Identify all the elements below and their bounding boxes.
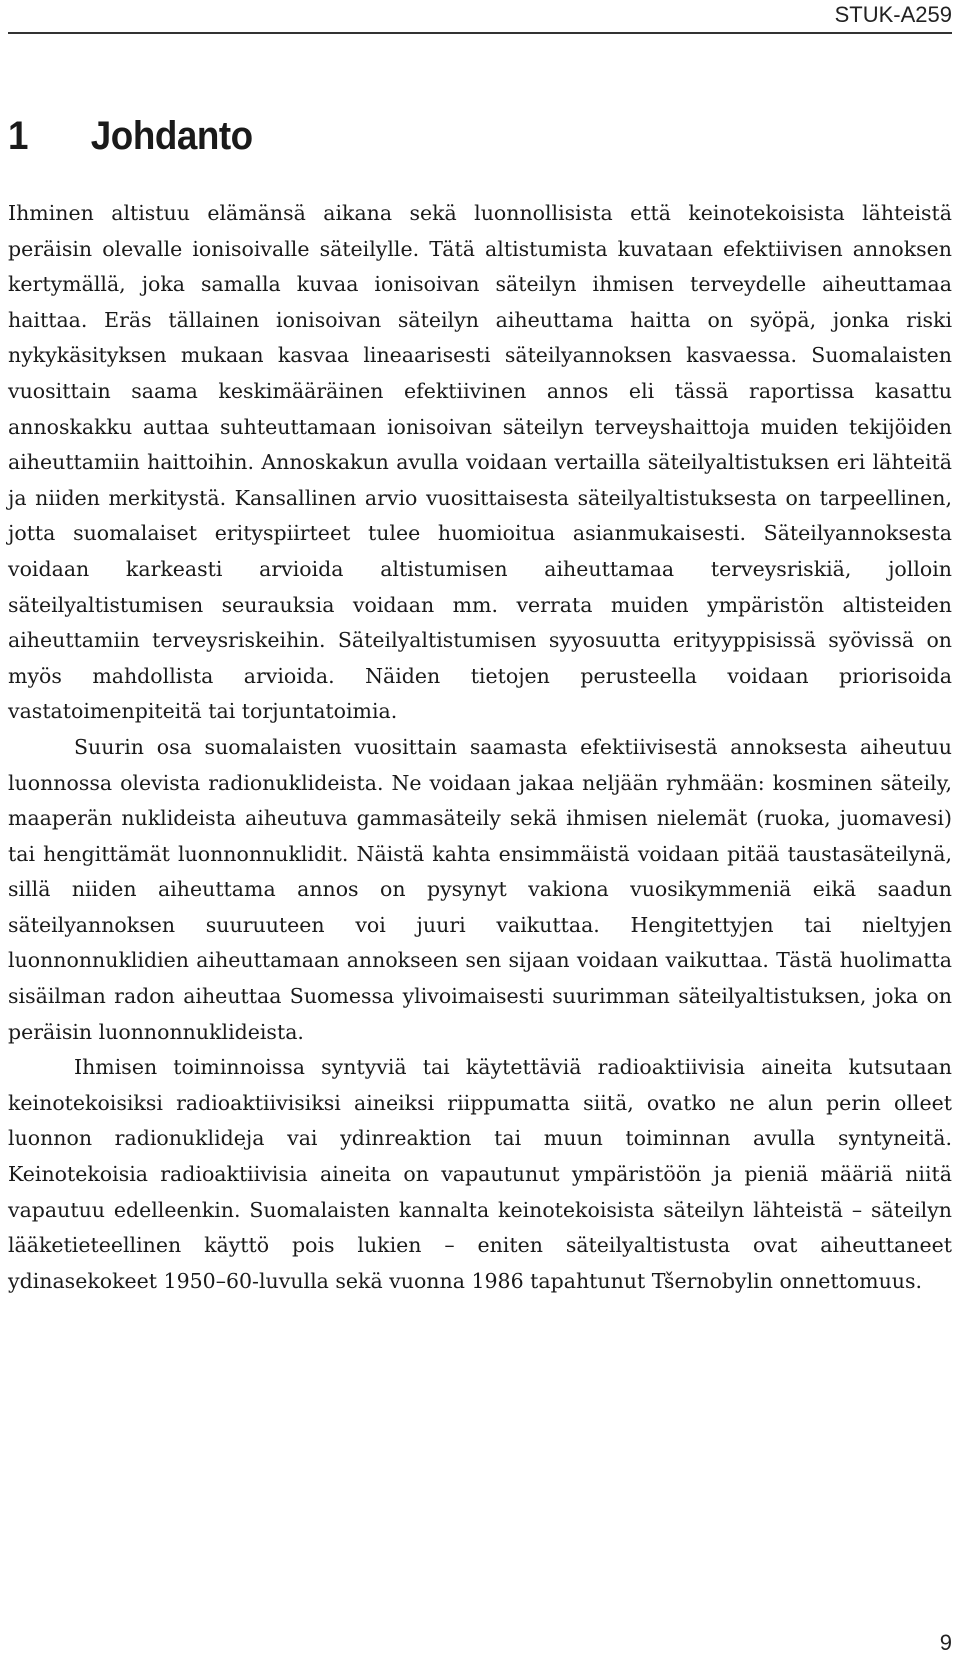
body-text [8, 196, 952, 1299]
paragraph-3: Ihmisen toiminnoissa syntyviä tai käytettäviä radioaktiivisia aineita kutsutaan keinotekoisiksi radioaktiivisiksi aineiksi riippumatta siitä, ovatko ne alun perin olleet luonnon radionuklideja vai ydinreaktion tai muun toiminnan avulla syntyneitä. Keinotekoisia radioaktiivisia aineita on vapautunut ympäristöön ja pieniä määriä niitä vapautuu edelleenkin. Suomalaisten kannalta keinotekoisista säteilyn lähteistä – säteilyn lääketieteellinen käyttö pois lukien – eniten säteilyaltistusta ovat aiheuttaneet ydinasekokeet 1950–60-luvulla sekä vuonna 1986 tapahtunut Tšernobylin onnettomuus. [8, 1055, 952, 1293]
chapter-title: Johdanto [90, 114, 253, 158]
running-head: STUK-A259 [834, 2, 952, 27]
header-rule [8, 32, 952, 34]
paragraph-1: Ihminen altistuu elämänsä aikana sekä luonnollisista että keinotekoisista lähteistä peräisin olevalle ionisoivalle säteilylle. Tätä altistumista kuvataan efektiivisen annoksen kertymällä, joka samalla kuvaa ionisoivan säteilyn ihmisen terveydelle aiheuttamaa haittaa. Eräs tällainen ionisoivan säteilyn aiheuttama haitta on syöpä, jonka riski nykykäsityksen mukaan kasvaa lineaarisesti säteilyannoksen kasvaessa. Suomalaisten vuosittain saama keskimääräinen efektiivinen annos eli tässä raportissa kasattu annoskakku auttaa suhteuttamaan ionisoivan säteilyn terveyshaittoja muiden tekijöiden aiheuttamiin haittoihin. Annoskakun avulla voidaan vertailla säteilyaltistuksen eri lähteitä ja niiden merkitystä. Kansallinen arvio vuosittaisesta säteilyaltistuksesta on tarpeellinen, jotta suomalaiset erityspiirteet tulee huomioitua asianmukaisesti. Säteilyannoksesta voidaan karkeasti arvioida altistumisen aiheuttamaa terveysriskiä, jolloin säteilyaltistumisen seurauksia voidaan mm. verrata muiden ympäristön altisteiden aiheuttamiin terveysriskeihin. Säteilyaltistumisen syyosuutta erityyppisissä syövissä on myös mahdollista arvioida. Näiden tietojen perusteella voidaan priorisoida vastatoimenpiteitä tai torjuntatoimia. [8, 201, 952, 724]
paragraph-2: Suurin osa suomalaisten vuosittain saamasta efektiivisestä annoksesta aiheutuu luonnossa olevista radionuklideista. Ne voidaan jakaa neljään ryhmään: kosminen säteily, maaperän nuklideista aiheutuva gammasäteily sekä ihmisen nielemät (ruoka, juomavesi) tai hengittämät luonnonnuklidit. Näistä kahta ensimmäistä voidaan pitää taustasäteilynä, sillä niiden aiheuttama annos on pysynyt vakiona vuosikymmeniä eikä saadun säteilyannoksen suuruuteen voi juuri vaikuttaa. Hengitettyjen tai nieltyjen luonnonnuklidien aiheuttamaan annokseen sen sijaan voidaan vaikuttaa. Tästä huolimatta sisäilman radon aiheuttaa Suomessa ylivoimaisesti suurimman säteilyaltistuksen, joka on peräisin luonnonnuklideista. [8, 734, 952, 1044]
page-number: 9 [939, 1630, 952, 1655]
chapter-number: 1 [8, 114, 29, 158]
chapter-heading [8, 112, 253, 160]
